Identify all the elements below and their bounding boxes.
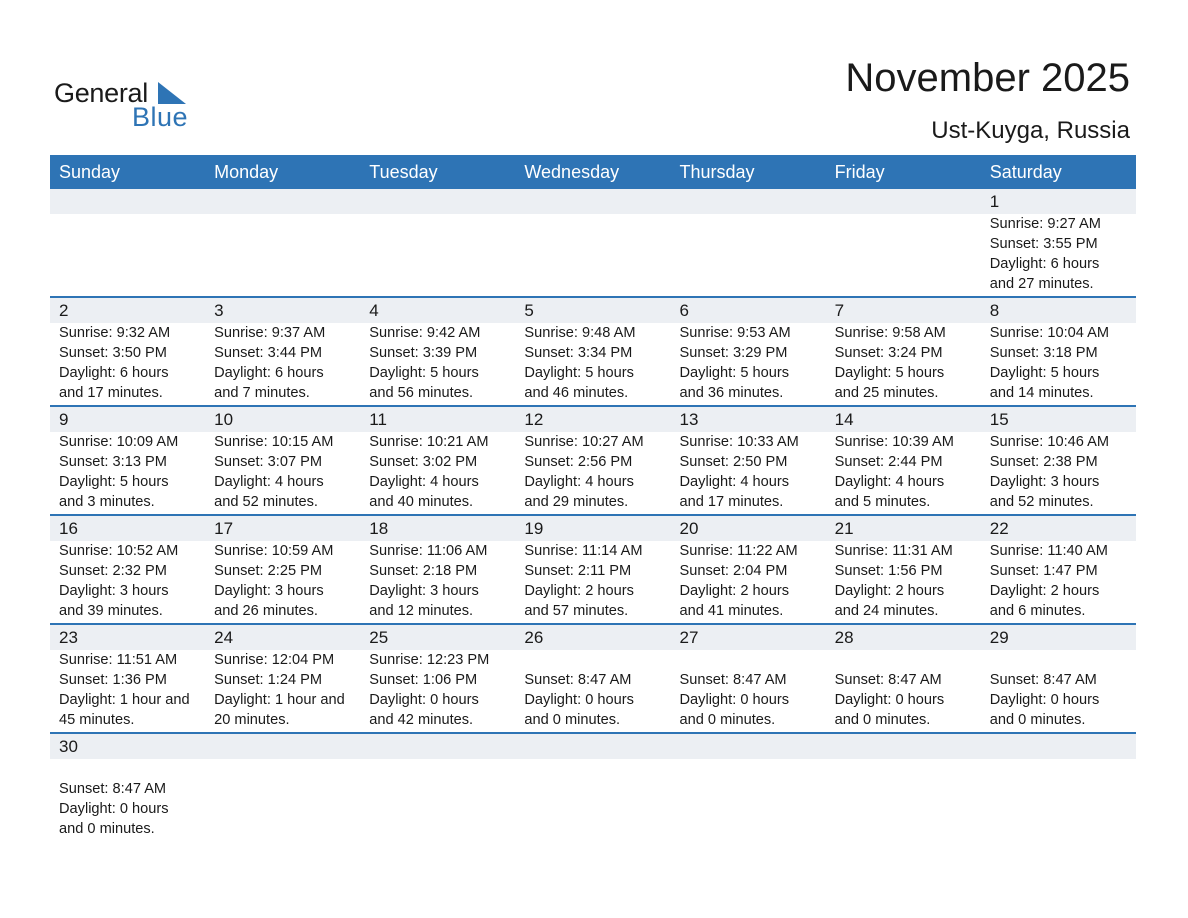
week-row — [50, 189, 1136, 298]
day-number: 17 — [214, 519, 234, 538]
day-info-line: Sunset: 3:13 PM — [59, 454, 167, 470]
day-cell — [671, 407, 826, 512]
day-cell — [981, 734, 1136, 839]
day-info-line: Sunset: 3:55 PM — [989, 236, 1098, 252]
day-info — [990, 323, 1136, 403]
day-info-line: Sunset: 1:06 PM — [369, 672, 478, 688]
day-info-line: Daylight: 6 hours — [989, 256, 1100, 272]
weekday-thursday: Thursday — [679, 162, 755, 182]
day-info-line: Sunset: 3:34 PM — [524, 345, 633, 361]
week-row — [50, 407, 1136, 516]
day-number — [524, 189, 670, 214]
week-cells — [50, 625, 1136, 730]
day-number: 4 — [369, 301, 379, 320]
day-cell — [515, 189, 670, 294]
day-number: 12 — [524, 410, 544, 429]
day-info — [524, 541, 670, 621]
day-info-line: Sunrise: 12:04 PM — [214, 652, 335, 668]
weekday-monday: Monday — [214, 162, 279, 182]
day-info-line: Daylight: 0 hours — [679, 692, 790, 708]
day-number — [835, 734, 981, 759]
week-row — [50, 625, 1136, 734]
day-info-line: Sunset: 8:47 AM — [524, 672, 632, 688]
day-info — [990, 650, 1136, 730]
day-info-line: and 56 minutes. — [369, 385, 474, 401]
day-number: 2 — [59, 301, 69, 320]
day-info — [680, 650, 826, 730]
day-number: 8 — [989, 301, 1000, 320]
day-number: 9 — [59, 410, 69, 429]
day-info-line: and 26 minutes. — [214, 603, 318, 619]
day-cell — [50, 298, 205, 403]
day-info-line: and 17 minutes. — [59, 385, 163, 401]
day-info-line: Sunset: 3:07 PM — [214, 454, 323, 470]
day-info-line: Daylight: 2 hours — [989, 583, 1100, 599]
day-info-line: Sunrise: 11:51 AM — [59, 652, 178, 668]
day-cell — [671, 298, 826, 403]
day-info-line: Daylight: 3 hours — [214, 583, 324, 599]
day-number: 24 — [214, 628, 234, 647]
day-info — [369, 650, 515, 730]
day-info-line: Sunrise: 10:27 AM — [524, 434, 644, 450]
day-info — [59, 323, 205, 403]
day-cell — [515, 407, 670, 512]
weekday-wednesday: Wednesday — [524, 162, 620, 182]
day-info-line: Sunset: 8:47 AM — [989, 672, 1097, 688]
day-info-line: Daylight: 4 hours — [834, 474, 945, 490]
day-info — [59, 432, 205, 512]
day-number: 20 — [679, 519, 699, 538]
day-number: 3 — [214, 301, 224, 320]
day-number — [214, 734, 360, 759]
weekday-tuesday: Tuesday — [369, 162, 438, 182]
day-info-line: Sunset: 8:47 AM — [679, 672, 787, 688]
week-row — [50, 516, 1136, 625]
day-number: 11 — [369, 410, 387, 429]
day-info-line: and 0 minutes. — [59, 821, 155, 837]
day-cell — [981, 298, 1136, 403]
calendar — [50, 155, 1136, 843]
day-number — [680, 189, 826, 214]
day-info-line: Daylight: 1 hour and — [59, 692, 190, 708]
week-cells — [50, 189, 1136, 294]
day-info — [369, 432, 515, 512]
day-number: 28 — [834, 628, 854, 647]
day-info-line: Daylight: 5 hours — [679, 365, 790, 381]
day-info-line: Sunrise: 11:14 AM — [524, 543, 643, 559]
day-number — [524, 734, 670, 759]
day-info-line — [59, 759, 205, 779]
day-info-line: Daylight: 0 hours — [524, 692, 634, 708]
day-info — [835, 650, 981, 730]
day-cell — [671, 734, 826, 839]
calendar-weeks — [50, 189, 1136, 843]
weekday-header — [50, 155, 1136, 189]
day-info — [835, 323, 981, 403]
day-cell — [515, 298, 670, 403]
day-cell — [981, 516, 1136, 621]
day-cell — [360, 298, 515, 403]
day-info-line: Sunrise: 10:46 AM — [989, 434, 1110, 450]
day-info-line: and 57 minutes. — [524, 603, 629, 619]
day-info-line: Sunrise: 10:52 AM — [59, 543, 179, 559]
day-info-line: Daylight: 2 hours — [679, 583, 790, 599]
day-info — [524, 323, 670, 403]
week-cells — [50, 298, 1136, 403]
day-info-line: Daylight: 5 hours — [524, 365, 634, 381]
day-info-line: Sunrise: 10:33 AM — [679, 434, 799, 450]
day-info-line: and 27 minutes. — [989, 276, 1094, 292]
day-info — [59, 759, 205, 839]
day-info-line: and 25 minutes. — [834, 385, 939, 401]
day-cell — [671, 625, 826, 730]
day-info-line: Daylight: 1 hour and — [214, 692, 345, 708]
day-info — [680, 432, 826, 512]
day-number: 13 — [679, 410, 699, 429]
day-info-line: 20 minutes. — [214, 712, 290, 728]
day-info-line — [990, 650, 1136, 670]
day-number: 18 — [369, 519, 389, 538]
day-info-line: Daylight: 2 hours — [834, 583, 945, 599]
day-info — [214, 650, 360, 730]
day-info-line: Daylight: 6 hours — [59, 365, 169, 381]
day-number — [59, 189, 205, 214]
day-cell — [205, 625, 360, 730]
day-info-line: and 0 minutes. — [524, 712, 621, 728]
day-info-line: and 6 minutes. — [989, 603, 1086, 619]
day-info-line: Sunrise: 9:42 AM — [369, 325, 481, 341]
day-info-line: Daylight: 3 hours — [369, 583, 479, 599]
day-info-line: and 46 minutes. — [524, 385, 629, 401]
day-info — [214, 541, 360, 621]
day-info-line: and 14 minutes. — [989, 385, 1094, 401]
weekday-friday: Friday — [834, 162, 885, 182]
day-cell — [50, 189, 205, 294]
weekday-sunday: Sunday — [59, 162, 121, 182]
logo-text-general: General — [54, 78, 148, 108]
day-cell — [671, 516, 826, 621]
day-info-line: and 12 minutes. — [369, 603, 474, 619]
day-info — [990, 432, 1136, 512]
day-info-line: and 40 minutes. — [369, 494, 474, 510]
day-info-line: Sunrise: 10:39 AM — [834, 434, 954, 450]
day-cell — [981, 625, 1136, 730]
day-info-line: Sunset: 3:39 PM — [369, 345, 478, 361]
day-info-line: Sunset: 1:56 PM — [834, 563, 943, 579]
day-info — [524, 432, 670, 512]
day-info-line: Daylight: 3 hours — [989, 474, 1100, 490]
day-info — [835, 432, 981, 512]
day-info-line: Sunrise: 10:21 AM — [369, 434, 489, 450]
day-info-line: Daylight: 3 hours — [59, 583, 169, 599]
day-info-line: and 39 minutes. — [59, 603, 163, 619]
logo — [54, 78, 204, 130]
day-cell — [205, 734, 360, 839]
day-info-line: Sunrise: 11:40 AM — [989, 543, 1108, 559]
day-info-line: Sunset: 3:18 PM — [989, 345, 1098, 361]
day-number: 15 — [989, 410, 1009, 429]
day-cell — [981, 407, 1136, 512]
day-info-line: Sunrise: 11:06 AM — [369, 543, 488, 559]
day-info — [369, 541, 515, 621]
day-info-line: Sunset: 2:18 PM — [369, 563, 478, 579]
day-info-line: Sunset: 3:29 PM — [679, 345, 788, 361]
day-cell — [360, 516, 515, 621]
day-info-line: and 0 minutes. — [834, 712, 931, 728]
day-cell — [826, 298, 981, 403]
day-number: 26 — [524, 628, 544, 647]
day-info-line: Daylight: 4 hours — [369, 474, 479, 490]
day-info-line: Daylight: 6 hours — [214, 365, 324, 381]
day-info-line: Sunset: 2:25 PM — [214, 563, 323, 579]
day-number: 21 — [834, 519, 854, 538]
day-info — [835, 541, 981, 621]
day-info — [214, 323, 360, 403]
day-info — [59, 541, 205, 621]
week-cells — [50, 734, 1136, 839]
day-cell — [205, 189, 360, 294]
week-cells — [50, 407, 1136, 512]
day-info-line: and 24 minutes. — [834, 603, 939, 619]
day-info-line: Sunset: 3:24 PM — [834, 345, 943, 361]
day-info-line: Daylight: 5 hours — [989, 365, 1100, 381]
day-info-line: and 0 minutes. — [679, 712, 776, 728]
day-cell — [826, 734, 981, 839]
day-number: 5 — [524, 301, 534, 320]
day-info-line: Daylight: 5 hours — [369, 365, 479, 381]
day-info-line: Daylight: 5 hours — [834, 365, 945, 381]
day-info-line: Sunset: 2:11 PM — [524, 563, 632, 579]
day-info-line: and 52 minutes. — [214, 494, 318, 510]
day-info — [990, 214, 1136, 294]
day-info-line: Sunset: 1:36 PM — [59, 672, 167, 688]
day-info-line: Sunrise: 9:58 AM — [834, 325, 946, 341]
day-info-line: Sunrise: 10:15 AM — [214, 434, 334, 450]
day-number — [990, 734, 1136, 759]
day-cell — [826, 625, 981, 730]
day-info — [680, 541, 826, 621]
day-info-line: Sunset: 3:50 PM — [59, 345, 167, 361]
day-cell — [205, 516, 360, 621]
day-number: 6 — [679, 301, 689, 320]
week-row — [50, 298, 1136, 407]
day-info-line: Sunset: 2:50 PM — [679, 454, 788, 470]
day-info-line: Sunset: 8:47 AM — [834, 672, 942, 688]
day-info-line: and 29 minutes. — [524, 494, 629, 510]
day-info-line: and 3 minutes. — [59, 494, 155, 510]
day-number — [369, 734, 515, 759]
day-cell — [515, 734, 670, 839]
day-info-line: and 7 minutes. — [214, 385, 310, 401]
day-info — [524, 650, 670, 730]
day-info-line: Sunrise: 10:09 AM — [59, 434, 179, 450]
day-info-line: Daylight: 0 hours — [989, 692, 1100, 708]
day-cell — [360, 407, 515, 512]
day-info — [369, 323, 515, 403]
day-info-line: Sunset: 3:44 PM — [214, 345, 323, 361]
day-info-line: Sunrise: 9:37 AM — [214, 325, 326, 341]
week-cells — [50, 516, 1136, 621]
day-info — [680, 323, 826, 403]
day-cell — [826, 189, 981, 294]
day-cell — [360, 625, 515, 730]
day-cell — [205, 298, 360, 403]
day-number — [680, 734, 826, 759]
day-info-line: Sunrise: 9:48 AM — [524, 325, 636, 341]
day-cell — [205, 407, 360, 512]
day-number — [835, 189, 981, 214]
day-info-line: Sunset: 2:32 PM — [59, 563, 167, 579]
day-cell — [50, 407, 205, 512]
page-title: November 2025 — [845, 56, 1130, 100]
day-info-line: 45 minutes. — [59, 712, 135, 728]
day-cell — [360, 734, 515, 839]
day-number: 23 — [59, 628, 78, 647]
day-info-line: Sunrise: 12:23 PM — [369, 652, 490, 668]
day-number: 25 — [369, 628, 389, 647]
weekday-saturday: Saturday — [989, 162, 1062, 182]
day-info-line: Sunset: 1:24 PM — [214, 672, 323, 688]
day-info-line: Sunrise: 10:04 AM — [989, 325, 1110, 341]
day-info-line: Sunset: 1:47 PM — [989, 563, 1098, 579]
logo-triangle-icon — [156, 82, 186, 104]
day-info-line: Daylight: 4 hours — [214, 474, 324, 490]
day-cell — [826, 407, 981, 512]
day-info-line: Sunrise: 9:27 AM — [989, 216, 1101, 232]
day-info-line: and 5 minutes. — [834, 494, 931, 510]
day-info-line: Sunset: 2:38 PM — [989, 454, 1098, 470]
day-number: 14 — [834, 410, 854, 429]
day-info-line: Sunset: 2:04 PM — [679, 563, 788, 579]
day-info — [214, 432, 360, 512]
week-row — [50, 734, 1136, 843]
day-info — [990, 541, 1136, 621]
day-info-line: Sunset: 2:44 PM — [834, 454, 943, 470]
day-info-line: and 42 minutes. — [369, 712, 474, 728]
day-number: 22 — [989, 519, 1009, 538]
day-info-line: and 52 minutes. — [989, 494, 1094, 510]
day-info-line — [524, 650, 670, 670]
day-info-line: Sunrise: 11:22 AM — [679, 543, 798, 559]
day-number — [369, 189, 515, 214]
day-info-line: Daylight: 0 hours — [834, 692, 945, 708]
day-info-line: and 17 minutes. — [679, 494, 784, 510]
day-number: 16 — [59, 519, 78, 538]
day-number: 27 — [679, 628, 699, 647]
day-info-line — [680, 650, 826, 670]
day-info-line — [835, 650, 981, 670]
day-info-line: Sunrise: 9:32 AM — [59, 325, 171, 341]
day-cell — [981, 189, 1136, 294]
day-info-line: Sunrise: 9:53 AM — [679, 325, 791, 341]
day-number: 7 — [834, 301, 845, 320]
day-cell — [360, 189, 515, 294]
day-cell — [50, 516, 205, 621]
day-number — [214, 189, 360, 214]
day-number: 19 — [524, 519, 544, 538]
day-info-line: Sunset: 2:56 PM — [524, 454, 633, 470]
day-number: 29 — [989, 628, 1009, 647]
day-info-line: Daylight: 0 hours — [369, 692, 479, 708]
day-info-line: Sunrise: 11:31 AM — [834, 543, 953, 559]
day-info-line: Daylight: 4 hours — [679, 474, 790, 490]
day-info-line: Sunset: 8:47 AM — [59, 781, 167, 797]
day-cell — [826, 516, 981, 621]
day-number: 10 — [214, 410, 234, 429]
day-info-line: Daylight: 2 hours — [524, 583, 634, 599]
location-subtitle: Ust-Kuyga, Russia — [931, 117, 1130, 144]
day-info — [59, 650, 205, 730]
logo-text-blue: Blue — [132, 102, 189, 132]
day-cell — [515, 516, 670, 621]
day-info-line: Sunset: 3:02 PM — [369, 454, 478, 470]
day-cell — [50, 625, 205, 730]
day-cell — [671, 189, 826, 294]
day-info-line: and 36 minutes. — [679, 385, 784, 401]
day-info-line: and 0 minutes. — [989, 712, 1086, 728]
day-info-line: Sunrise: 10:59 AM — [214, 543, 334, 559]
day-cell — [515, 625, 670, 730]
day-info-line: Daylight: 4 hours — [524, 474, 634, 490]
day-number: 30 — [59, 737, 78, 756]
day-info-line: and 41 minutes. — [679, 603, 784, 619]
day-cell — [50, 734, 205, 839]
day-info-line: Daylight: 0 hours — [59, 801, 169, 817]
day-info-line: Daylight: 5 hours — [59, 474, 169, 490]
day-number: 1 — [989, 192, 1000, 211]
